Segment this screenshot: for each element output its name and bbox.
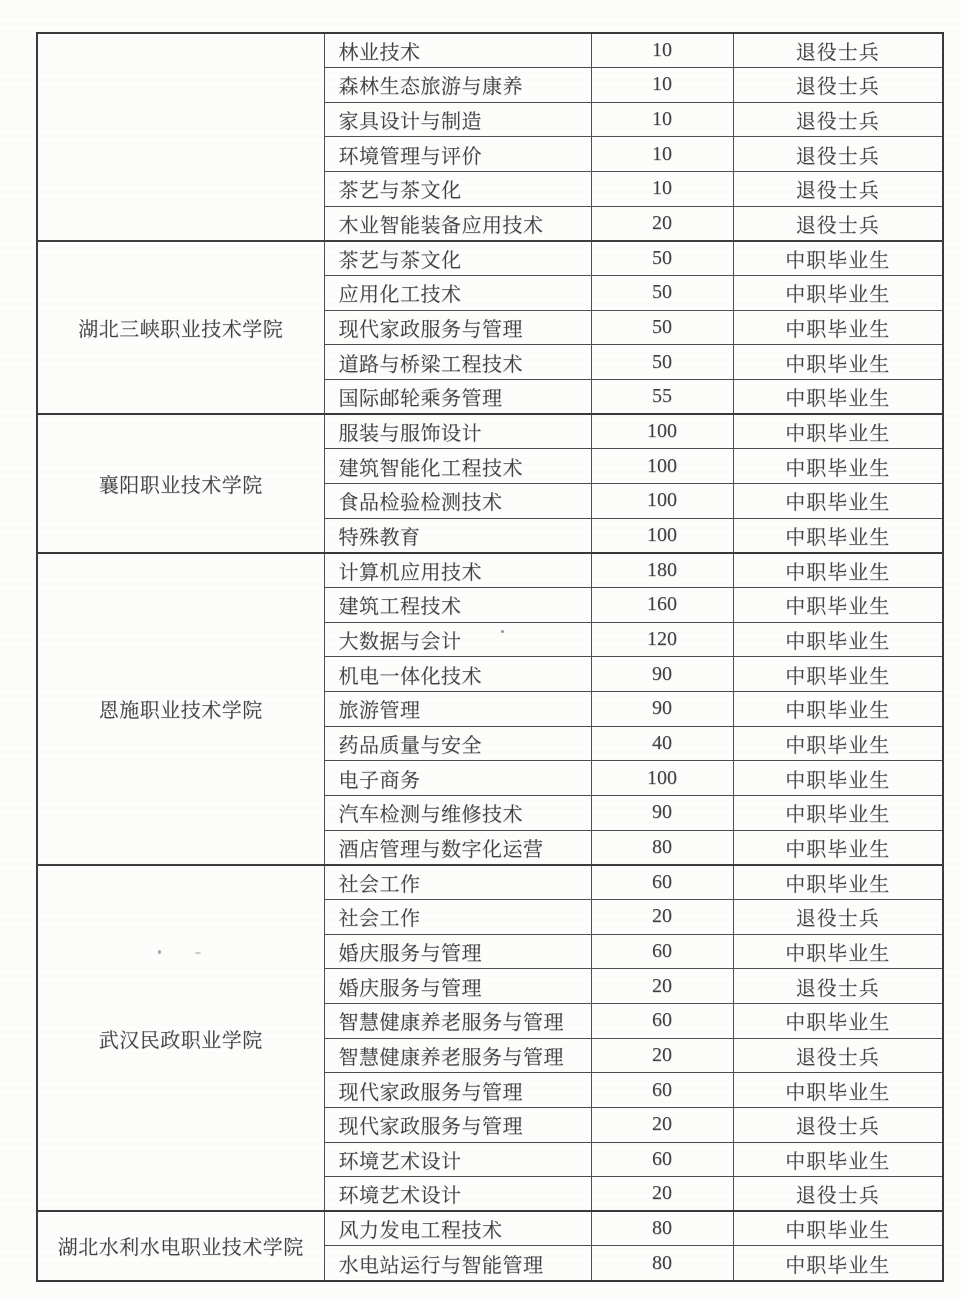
major-cell: 木业智能装备应用技术 (324, 206, 591, 241)
major-cell: 国际邮轮乘务管理 (324, 380, 591, 415)
college-cell: 湖北水利水电职业技术学院 (37, 1211, 324, 1280)
college-cell: 襄阳职业技术学院 (37, 414, 324, 553)
quota-cell: 100 (591, 449, 733, 484)
major-cell: 家具设计与制造 (324, 102, 591, 137)
major-cell: 森林生态旅游与康养 (324, 68, 591, 103)
major-cell: 环境艺术设计 (324, 1177, 591, 1212)
major-cell: 特殊教育 (324, 518, 591, 553)
quota-cell: 60 (591, 1142, 733, 1177)
major-cell: 茶艺与茶文化 (324, 172, 591, 207)
major-cell: 酒店管理与数字化运营 (324, 830, 591, 865)
table-row (37, 241, 943, 276)
quota-cell: 20 (591, 969, 733, 1004)
quota-cell: 60 (591, 865, 733, 900)
category-cell: 退役士兵 (733, 68, 943, 103)
major-cell: 社会工作 (324, 899, 591, 934)
category-cell: 退役士兵 (733, 206, 943, 241)
college-cell: 湖北三峡职业技术学院 (37, 241, 324, 414)
quota-cell: 60 (591, 1073, 733, 1108)
major-cell: 电子商务 (324, 761, 591, 796)
category-cell: 中职毕业生 (733, 1073, 943, 1108)
table-row (37, 865, 943, 900)
category-cell: 退役士兵 (733, 1107, 943, 1142)
quota-cell: 100 (591, 414, 733, 449)
table-row (37, 553, 943, 588)
category-cell: 中职毕业生 (733, 1003, 943, 1038)
category-cell: 中职毕业生 (733, 345, 943, 380)
major-cell: 现代家政服务与管理 (324, 310, 591, 345)
major-cell: 环境管理与评价 (324, 137, 591, 172)
category-cell: 中职毕业生 (733, 449, 943, 484)
category-cell: 退役士兵 (733, 33, 943, 68)
category-cell: 中职毕业生 (733, 622, 943, 657)
major-cell: 道路与桥梁工程技术 (324, 345, 591, 380)
quota-cell: 100 (591, 761, 733, 796)
category-cell: 中职毕业生 (733, 934, 943, 969)
major-cell: 社会工作 (324, 865, 591, 900)
quota-cell: 80 (591, 1211, 733, 1246)
category-cell: 中职毕业生 (733, 484, 943, 519)
quota-cell: 120 (591, 622, 733, 657)
category-cell: 退役士兵 (733, 137, 943, 172)
category-cell: 中职毕业生 (733, 553, 943, 588)
major-cell: 大数据与会计 (324, 622, 591, 657)
quota-cell: 80 (591, 1246, 733, 1281)
major-cell: 环境艺术设计 (324, 1142, 591, 1177)
college-cell: 武汉民政职业学院 (37, 865, 324, 1212)
category-cell: 中职毕业生 (733, 414, 943, 449)
category-cell: 中职毕业生 (733, 1142, 943, 1177)
major-cell: 婚庆服务与管理 (324, 969, 591, 1004)
major-cell: 建筑智能化工程技术 (324, 449, 591, 484)
quota-cell: 20 (591, 206, 733, 241)
quota-cell: 50 (591, 276, 733, 311)
quota-cell: 10 (591, 137, 733, 172)
category-cell: 退役士兵 (733, 172, 943, 207)
category-cell: 中职毕业生 (733, 1246, 943, 1281)
quota-cell: 100 (591, 484, 733, 519)
quota-cell: 100 (591, 518, 733, 553)
enrollment-quota-table (36, 32, 944, 1282)
major-cell: 智慧健康养老服务与管理 (324, 1038, 591, 1073)
major-cell: 林业技术 (324, 33, 591, 68)
major-cell: 汽车检测与维修技术 (324, 795, 591, 830)
quota-cell: 20 (591, 899, 733, 934)
category-cell: 中职毕业生 (733, 830, 943, 865)
category-cell: 中职毕业生 (733, 588, 943, 623)
category-cell: 退役士兵 (733, 102, 943, 137)
category-cell: 退役士兵 (733, 1177, 943, 1212)
quota-cell: 60 (591, 934, 733, 969)
category-cell: 中职毕业生 (733, 310, 943, 345)
major-cell: 食品检验检测技术 (324, 484, 591, 519)
quota-cell: 80 (591, 830, 733, 865)
major-cell: 现代家政服务与管理 (324, 1073, 591, 1108)
table-row (37, 414, 943, 449)
major-cell: 现代家政服务与管理 (324, 1107, 591, 1142)
table-row (37, 33, 943, 68)
quota-cell: 10 (591, 102, 733, 137)
major-cell: 婚庆服务与管理 (324, 934, 591, 969)
major-cell: 计算机应用技术 (324, 553, 591, 588)
major-cell: 应用化工技术 (324, 276, 591, 311)
category-cell: 中职毕业生 (733, 691, 943, 726)
quota-cell: 90 (591, 691, 733, 726)
major-cell: 药品质量与安全 (324, 726, 591, 761)
quota-cell: 20 (591, 1107, 733, 1142)
category-cell: 中职毕业生 (733, 657, 943, 692)
quota-cell: 160 (591, 588, 733, 623)
category-cell: 中职毕业生 (733, 795, 943, 830)
table-row (37, 1211, 943, 1246)
category-cell: 中职毕业生 (733, 518, 943, 553)
quota-cell: 55 (591, 380, 733, 415)
major-cell: 机电一体化技术 (324, 657, 591, 692)
major-cell: 服装与服饰设计 (324, 414, 591, 449)
major-cell: 茶艺与茶文化 (324, 241, 591, 276)
college-cell (37, 33, 324, 241)
major-cell: 旅游管理 (324, 691, 591, 726)
category-cell: 退役士兵 (733, 1038, 943, 1073)
major-cell: 建筑工程技术 (324, 588, 591, 623)
quota-cell: 50 (591, 310, 733, 345)
quota-cell: 20 (591, 1177, 733, 1212)
category-cell: 退役士兵 (733, 899, 943, 934)
major-cell: 水电站运行与智能管理 (324, 1246, 591, 1281)
quota-cell: 180 (591, 553, 733, 588)
quota-cell: 40 (591, 726, 733, 761)
quota-cell: 90 (591, 795, 733, 830)
category-cell: 中职毕业生 (733, 241, 943, 276)
quota-cell: 10 (591, 33, 733, 68)
quota-cell: 20 (591, 1038, 733, 1073)
category-cell: 中职毕业生 (733, 726, 943, 761)
quota-cell: 10 (591, 172, 733, 207)
category-cell: 中职毕业生 (733, 1211, 943, 1246)
college-cell: 恩施职业技术学院 (37, 553, 324, 865)
category-cell: 中职毕业生 (733, 865, 943, 900)
quota-cell: 50 (591, 345, 733, 380)
major-cell: 风力发电工程技术 (324, 1211, 591, 1246)
category-cell: 中职毕业生 (733, 761, 943, 796)
quota-cell: 50 (591, 241, 733, 276)
quota-cell: 60 (591, 1003, 733, 1038)
category-cell: 退役士兵 (733, 969, 943, 1004)
major-cell: 智慧健康养老服务与管理 (324, 1003, 591, 1038)
quota-cell: 10 (591, 68, 733, 103)
quota-cell: 90 (591, 657, 733, 692)
category-cell: 中职毕业生 (733, 380, 943, 415)
category-cell: 中职毕业生 (733, 276, 943, 311)
